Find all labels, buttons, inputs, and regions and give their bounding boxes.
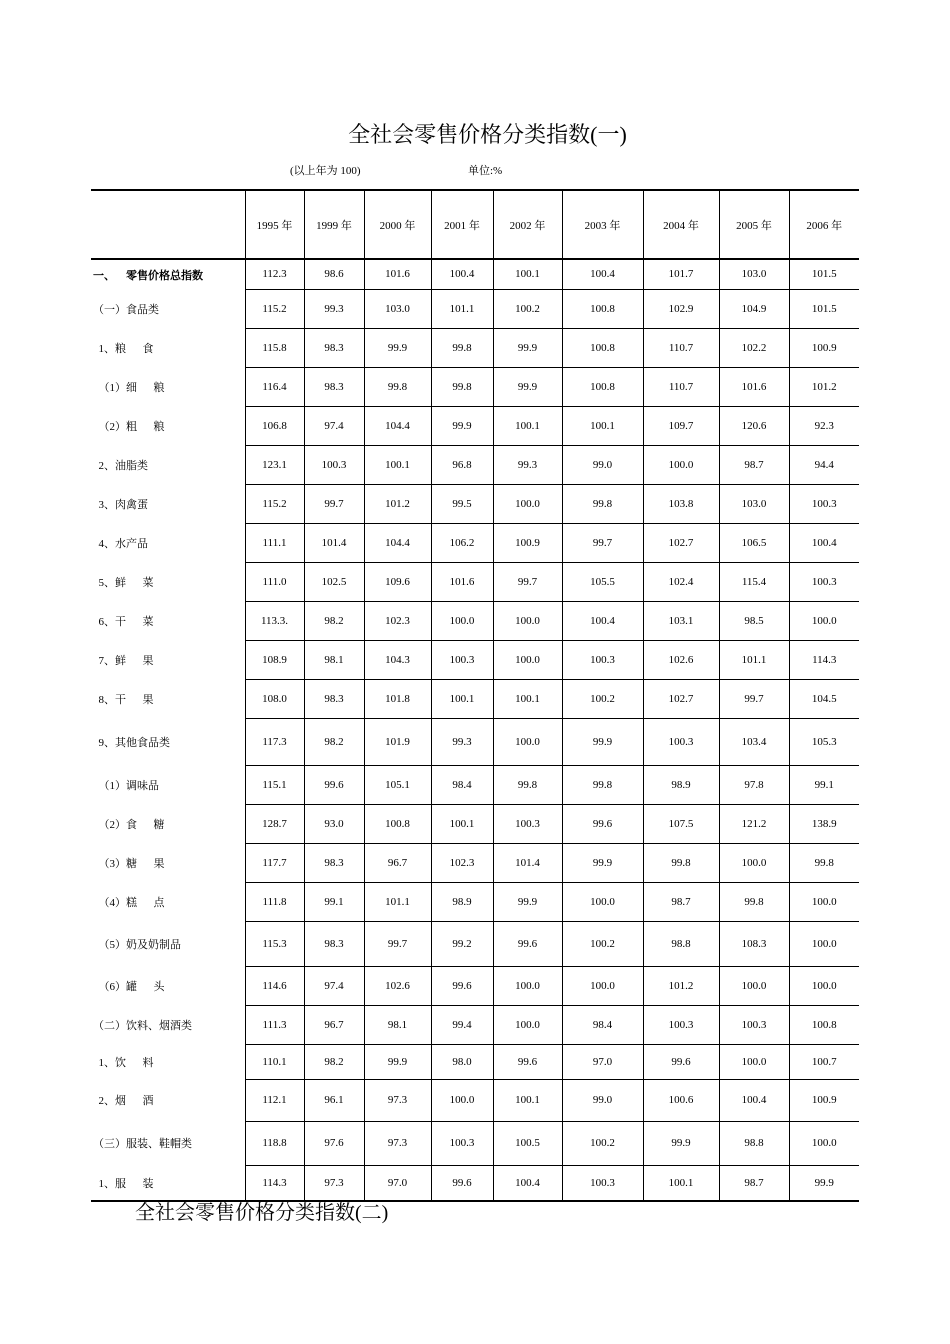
table-cell: 100.7 <box>789 1044 859 1079</box>
table-cell: 99.3 <box>493 445 562 484</box>
table-cell: 96.8 <box>431 445 493 484</box>
table-cell: 99.8 <box>562 484 643 523</box>
table-cell: 121.2 <box>719 804 789 843</box>
table-cell: 104.3 <box>364 640 431 679</box>
table-cell: 100.3 <box>562 640 643 679</box>
table-row <box>91 1005 859 1044</box>
table-cell: 97.4 <box>304 966 364 1005</box>
table-cell: 111.3 <box>245 1005 304 1044</box>
table-cell: 112.3 <box>245 259 304 289</box>
table-cell: 98.0 <box>431 1044 493 1079</box>
table-cell: 138.9 <box>789 804 859 843</box>
table-row <box>91 367 859 406</box>
table-cell: 100.3 <box>719 1005 789 1044</box>
table-cell: 102.6 <box>643 640 719 679</box>
table-cell: 100.8 <box>562 289 643 328</box>
table-cell: 101.1 <box>431 289 493 328</box>
table-cell: 99.9 <box>493 367 562 406</box>
table-cell: 99.8 <box>364 367 431 406</box>
table-cell: 98.3 <box>304 843 364 882</box>
row-label: （一）食品类 <box>93 303 159 316</box>
table-cell: 114.3 <box>789 640 859 679</box>
table-cell: 128.7 <box>245 804 304 843</box>
table-cell: 100.2 <box>562 1121 643 1165</box>
table-cell: 100.4 <box>789 523 859 562</box>
table-cell: 110.7 <box>643 328 719 367</box>
table-cell: 99.9 <box>562 843 643 882</box>
table-row <box>91 921 859 966</box>
table-cell: 102.7 <box>643 523 719 562</box>
table-cell: 100.3 <box>562 1165 643 1201</box>
table-row <box>91 966 859 1005</box>
table-cell: 99.8 <box>643 843 719 882</box>
table-cell: 106.2 <box>431 523 493 562</box>
table-cell: 100.1 <box>364 445 431 484</box>
table-cell: 101.2 <box>789 367 859 406</box>
table-cell: 96.7 <box>304 1005 364 1044</box>
table-cell: 100.9 <box>789 1079 859 1121</box>
table-cell: 109.7 <box>643 406 719 445</box>
table-cell: 104.4 <box>364 406 431 445</box>
table-cell: 99.1 <box>789 765 859 804</box>
table-cell: 100.0 <box>431 601 493 640</box>
table-cell: 100.0 <box>789 966 859 1005</box>
table-cell: 98.4 <box>431 765 493 804</box>
table-body <box>91 259 859 1201</box>
table-cell: 120.6 <box>719 406 789 445</box>
table-cell: 102.7 <box>643 679 719 718</box>
table-cell: 98.5 <box>719 601 789 640</box>
row-label: （4）糕 点 <box>93 896 165 909</box>
table-cell: 99.6 <box>493 1044 562 1079</box>
table-cell: 110.7 <box>643 367 719 406</box>
table-cell: 98.7 <box>643 882 719 921</box>
table-cell: 99.9 <box>364 328 431 367</box>
row-label: 1、服 装 <box>91 1165 245 1201</box>
table-cell: 98.3 <box>304 921 364 966</box>
table-cell: 100.4 <box>493 1165 562 1201</box>
table-cell: 100.3 <box>643 718 719 765</box>
table-cell: 99.8 <box>789 843 859 882</box>
table-cell: 102.4 <box>643 562 719 601</box>
row-label: 6、干 菜 <box>93 615 154 628</box>
table-row <box>91 601 859 640</box>
table-cell: 98.9 <box>643 765 719 804</box>
table-cell: 100.0 <box>493 1005 562 1044</box>
row-label: （三）服装、鞋帽类 <box>93 1138 192 1150</box>
table-cell: 99.1 <box>304 882 364 921</box>
table-cell: 123.1 <box>245 445 304 484</box>
row-label: （1）调味品 <box>93 779 159 792</box>
table-cell: 100.1 <box>431 679 493 718</box>
table-cell: 100.2 <box>562 921 643 966</box>
header-corner <box>91 190 245 259</box>
table-cell: 99.9 <box>493 882 562 921</box>
table-row <box>91 445 859 484</box>
row-label: （5）奶及奶制品 <box>93 938 181 951</box>
table-cell: 103.0 <box>719 259 789 289</box>
row-label: 1、饮 料 <box>93 1056 154 1069</box>
table-cell: 100.8 <box>789 1005 859 1044</box>
table-cell: 100.0 <box>562 882 643 921</box>
table-cell: 116.4 <box>245 367 304 406</box>
table-cell: 97.6 <box>304 1121 364 1165</box>
base-year-note: (以上年为 100) <box>290 165 361 177</box>
table-cell: 115.8 <box>245 328 304 367</box>
table-row <box>91 679 859 718</box>
table-cell: 100.0 <box>493 640 562 679</box>
table-cell: 115.4 <box>719 562 789 601</box>
table-cell: 108.3 <box>719 921 789 966</box>
table-cell: 99.9 <box>562 718 643 765</box>
table-cell: 100.0 <box>719 843 789 882</box>
table-cell: 98.1 <box>304 640 364 679</box>
table-row <box>91 484 859 523</box>
table-cell: 98.7 <box>719 445 789 484</box>
table-cell: 101.8 <box>364 679 431 718</box>
table-cell: 100.1 <box>431 804 493 843</box>
table-cell: 101.5 <box>789 259 859 289</box>
table-cell: 100.4 <box>431 259 493 289</box>
table-cell: 100.2 <box>493 289 562 328</box>
table-cell: 101.4 <box>493 843 562 882</box>
table-cell: 101.1 <box>364 882 431 921</box>
table-cell: 100.1 <box>493 1079 562 1121</box>
column-header: 1995 年 <box>245 190 304 259</box>
table-cell: 115.3 <box>245 921 304 966</box>
table-cell: 100.1 <box>493 406 562 445</box>
table-cell: 110.1 <box>245 1044 304 1079</box>
table-cell: 99.8 <box>431 328 493 367</box>
table-cell: 100.0 <box>719 1044 789 1079</box>
table-cell: 100.3 <box>789 562 859 601</box>
row-label: （2）粗 粮 <box>93 420 165 433</box>
table-cell: 100.0 <box>562 966 643 1005</box>
table-cell: 98.9 <box>431 882 493 921</box>
table-cell: 100.8 <box>562 367 643 406</box>
table-row <box>91 259 859 289</box>
table-cell: 99.8 <box>719 882 789 921</box>
table-cell: 98.3 <box>304 328 364 367</box>
table-cell: 100.1 <box>643 1165 719 1201</box>
table-row <box>91 718 859 765</box>
table-cell: 101.7 <box>643 259 719 289</box>
table-cell: 99.0 <box>562 1079 643 1121</box>
table-cell: 97.8 <box>719 765 789 804</box>
row-label: （1）细 粮 <box>93 381 165 394</box>
column-header: 2000 年 <box>364 190 431 259</box>
table-cell: 111.0 <box>245 562 304 601</box>
table-cell: 101.6 <box>364 259 431 289</box>
table-cell: 99.0 <box>562 445 643 484</box>
table-cell: 99.9 <box>643 1121 719 1165</box>
table-cell: 100.0 <box>493 484 562 523</box>
table-row <box>91 765 859 804</box>
table-cell: 107.5 <box>643 804 719 843</box>
table-cell: 109.6 <box>364 562 431 601</box>
table-cell: 99.6 <box>431 966 493 1005</box>
table-cell: 99.9 <box>364 1044 431 1079</box>
column-header: 2004 年 <box>643 190 719 259</box>
table-cell: 102.5 <box>304 562 364 601</box>
table-cell: 100.0 <box>789 601 859 640</box>
table-cell: 99.6 <box>304 765 364 804</box>
table-cell: 102.3 <box>431 843 493 882</box>
table-cell: 97.0 <box>364 1165 431 1201</box>
table-cell: 105.1 <box>364 765 431 804</box>
table-cell: 93.0 <box>304 804 364 843</box>
table-cell: 101.2 <box>364 484 431 523</box>
table-cell: 99.6 <box>493 921 562 966</box>
table-cell: 99.6 <box>431 1165 493 1201</box>
table-cell: 114.3 <box>245 1165 304 1201</box>
table-cell: 99.6 <box>562 804 643 843</box>
table-cell: 99.7 <box>304 484 364 523</box>
table-cell: 98.1 <box>364 1005 431 1044</box>
table-cell: 97.4 <box>304 406 364 445</box>
table-cell: 105.3 <box>789 718 859 765</box>
table-cell: 112.1 <box>245 1079 304 1121</box>
table-cell: 98.2 <box>304 1044 364 1079</box>
table-cell: 100.3 <box>304 445 364 484</box>
table-cell: 97.0 <box>562 1044 643 1079</box>
row-label: 2、油脂类 <box>93 459 148 472</box>
column-header: 2002 年 <box>493 190 562 259</box>
table-cell: 100.3 <box>493 804 562 843</box>
table-cell: 102.6 <box>364 966 431 1005</box>
table-cell: 101.4 <box>304 523 364 562</box>
row-label: （6）罐 头 <box>93 980 165 993</box>
row-label: 7、鲜 果 <box>93 654 154 667</box>
row-label: 3、肉禽蛋 <box>93 498 148 511</box>
table-row <box>91 843 859 882</box>
table-cell: 100.9 <box>493 523 562 562</box>
table-cell: 96.7 <box>364 843 431 882</box>
row-label: （3）糖 果 <box>93 857 165 870</box>
table-cell: 99.4 <box>431 1005 493 1044</box>
table-cell: 102.2 <box>719 328 789 367</box>
table-cell: 100.0 <box>493 718 562 765</box>
table-cell: 99.9 <box>789 1165 859 1201</box>
table-cell: 100.3 <box>431 640 493 679</box>
row-label: 8、干 果 <box>93 693 154 706</box>
table-row <box>91 406 859 445</box>
table-cell: 106.5 <box>719 523 789 562</box>
table-cell: 113.3. <box>245 601 304 640</box>
table-cell: 104.9 <box>719 289 789 328</box>
table-row <box>91 1121 859 1165</box>
table-cell: 99.8 <box>562 765 643 804</box>
table-cell: 115.1 <box>245 765 304 804</box>
row-label: 9、其他食品类 <box>93 736 170 749</box>
table-cell: 100.3 <box>431 1121 493 1165</box>
table-cell: 98.7 <box>719 1165 789 1201</box>
table-cell: 98.6 <box>304 259 364 289</box>
table-cell: 102.3 <box>364 601 431 640</box>
table-cell: 100.0 <box>431 1079 493 1121</box>
table-cell: 114.6 <box>245 966 304 1005</box>
table-row <box>91 804 859 843</box>
table-cell: 99.6 <box>643 1044 719 1079</box>
table-cell: 100.4 <box>562 601 643 640</box>
table-cell: 98.8 <box>643 921 719 966</box>
table-cell: 108.9 <box>245 640 304 679</box>
table-cell: 99.8 <box>493 765 562 804</box>
table-cell: 100.5 <box>493 1121 562 1165</box>
table-cell: 98.3 <box>304 679 364 718</box>
table-cell: 103.8 <box>643 484 719 523</box>
table-cell: 99.7 <box>364 921 431 966</box>
table-cell: 103.1 <box>643 601 719 640</box>
table-cell: 96.1 <box>304 1079 364 1121</box>
table-cell: 115.2 <box>245 289 304 328</box>
table-cell: 98.3 <box>304 367 364 406</box>
row-label: 2、烟 酒 <box>93 1095 154 1107</box>
table-cell: 101.2 <box>643 966 719 1005</box>
table-row <box>91 1044 859 1079</box>
table-cell: 100.0 <box>789 1121 859 1165</box>
table-cell: 99.9 <box>493 328 562 367</box>
column-header: 2001 年 <box>431 190 493 259</box>
table-cell: 101.9 <box>364 718 431 765</box>
table-cell: 99.7 <box>719 679 789 718</box>
row-label: （二）饮料、烟酒类 <box>93 1019 192 1032</box>
table-cell: 105.5 <box>562 562 643 601</box>
table-cell: 117.7 <box>245 843 304 882</box>
table-cell: 99.7 <box>493 562 562 601</box>
table-cell: 117.3 <box>245 718 304 765</box>
row-label: 4、水产品 <box>93 537 148 550</box>
table-cell: 99.3 <box>304 289 364 328</box>
table-cell: 97.3 <box>304 1165 364 1201</box>
table-cell: 100.3 <box>643 1005 719 1044</box>
table-cell: 100.1 <box>493 679 562 718</box>
table-row <box>91 640 859 679</box>
table-row <box>91 562 859 601</box>
table-cell: 100.4 <box>562 259 643 289</box>
row-label: 5、鲜 菜 <box>93 576 154 589</box>
table-cell: 98.2 <box>304 718 364 765</box>
table-cell: 101.5 <box>789 289 859 328</box>
table-cell: 100.0 <box>789 882 859 921</box>
table-cell: 99.5 <box>431 484 493 523</box>
table-cell: 100.0 <box>643 445 719 484</box>
table-cell: 98.2 <box>304 601 364 640</box>
table-cell: 111.8 <box>245 882 304 921</box>
table-cell: 118.8 <box>245 1121 304 1165</box>
column-header: 1999 年 <box>304 190 364 259</box>
column-header: 2003 年 <box>562 190 643 259</box>
table-cell: 98.4 <box>562 1005 643 1044</box>
table-row <box>91 328 859 367</box>
row-label: （2）食 糖 <box>93 818 165 831</box>
table-title: 全社会零售价格分类指数(一) <box>348 122 627 147</box>
column-header: 2006 年 <box>789 190 859 259</box>
table-cell: 99.2 <box>431 921 493 966</box>
table-cell: 111.1 <box>245 523 304 562</box>
table-cell: 101.6 <box>719 367 789 406</box>
table-cell: 100.0 <box>719 966 789 1005</box>
table-cell: 100.6 <box>643 1079 719 1121</box>
table-cell: 99.7 <box>562 523 643 562</box>
table-cell: 94.4 <box>789 445 859 484</box>
table-cell: 92.3 <box>789 406 859 445</box>
column-header: 2005 年 <box>719 190 789 259</box>
row-label: 1、粮 食 <box>93 342 154 355</box>
table-cell: 106.8 <box>245 406 304 445</box>
next-table-title: 全社会零售价格分类指数(二) <box>135 1202 389 1224</box>
table-row <box>91 523 859 562</box>
table-cell: 100.9 <box>789 328 859 367</box>
table-cell: 108.0 <box>245 679 304 718</box>
table-cell: 100.8 <box>364 804 431 843</box>
table-cell: 97.3 <box>364 1079 431 1121</box>
table-cell: 100.4 <box>719 1079 789 1121</box>
table-cell: 104.5 <box>789 679 859 718</box>
table-cell: 100.1 <box>562 406 643 445</box>
table-cell: 101.1 <box>719 640 789 679</box>
table-row <box>91 289 859 328</box>
table-cell: 100.8 <box>562 328 643 367</box>
table-cell: 101.6 <box>431 562 493 601</box>
table-cell: 102.9 <box>643 289 719 328</box>
table-cell: 97.3 <box>364 1121 431 1165</box>
table-cell: 100.1 <box>493 259 562 289</box>
table-cell: 100.0 <box>789 921 859 966</box>
table-cell: 100.0 <box>493 966 562 1005</box>
table-cell: 100.0 <box>493 601 562 640</box>
table-cell: 104.4 <box>364 523 431 562</box>
table-cell: 115.2 <box>245 484 304 523</box>
table-cell: 103.4 <box>719 718 789 765</box>
header-row <box>91 190 859 259</box>
table-cell: 103.0 <box>364 289 431 328</box>
table-cell: 98.8 <box>719 1121 789 1165</box>
table-cell: 100.3 <box>789 484 859 523</box>
table-cell: 99.9 <box>431 406 493 445</box>
table-cell: 103.0 <box>719 484 789 523</box>
table-cell: 99.3 <box>431 718 493 765</box>
table-row <box>91 882 859 921</box>
price-index-table <box>91 189 859 1202</box>
table-cell: 100.2 <box>562 679 643 718</box>
table-row <box>91 1079 859 1121</box>
table-cell: 99.8 <box>431 367 493 406</box>
unit-note: 单位:% <box>468 165 503 177</box>
row-label: 一、 零售价格总指数 <box>93 269 203 282</box>
